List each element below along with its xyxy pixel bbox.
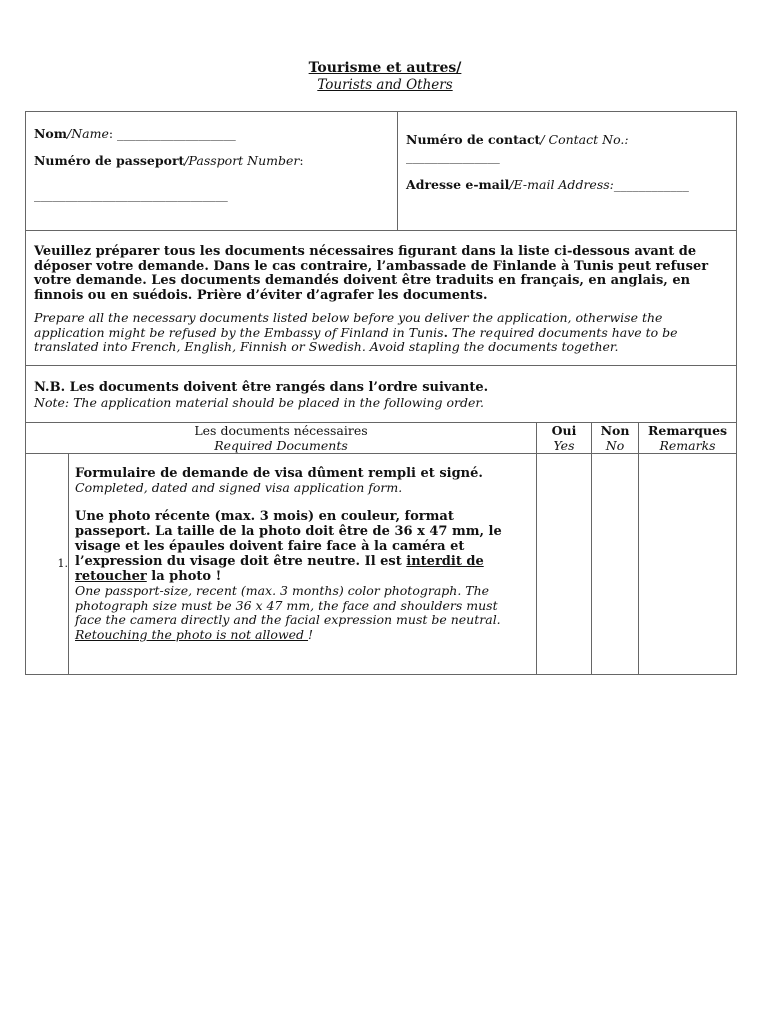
passport-field[interactable] xyxy=(34,153,389,168)
intro-en-part2: The required documents have to be translated into French, English, Finnish or Swedish. Avoid stapling the documents together. xyxy=(34,324,678,354)
identity-row xyxy=(26,112,737,231)
photo-fr-underlined: interdit de retoucher xyxy=(75,554,484,584)
passport-label-fr: Numéro de passeport xyxy=(34,153,185,168)
header-yes-fr: Oui xyxy=(551,422,577,438)
form-requirement-fr: Formulaire de demande de visa dûment rempli et signé. xyxy=(75,465,483,481)
row-document-cell xyxy=(69,453,537,674)
identity-left-cell xyxy=(26,112,398,231)
passport-label-en: /Passport Number xyxy=(184,153,300,168)
table-row xyxy=(26,453,737,674)
identity-right-cell xyxy=(398,112,737,231)
header-yes xyxy=(537,422,592,453)
contact-label-en: / Contact No.: xyxy=(540,132,629,147)
header-yes-en: Yes xyxy=(553,437,575,453)
photo-en-end: ! xyxy=(308,626,314,642)
photo-en-text: One passport-size, recent (max. 3 months) color photograph. The photograph size must be 36 x 47 mm, the face and shoulders must face the camera directly and the facial expression must be neutral. xyxy=(75,583,501,627)
passport-blank: _______________________________ xyxy=(34,187,228,202)
note-en: Note: The application material should be placed in the following order. xyxy=(34,394,484,410)
email-label-en: /E-mail Address: xyxy=(509,177,614,192)
photo-fr-part1: Une photo récente (max. 3 mois) en couleur, format passeport. La taille de la photo doit être de 36 x 47 mm, le visage et les épaules doivent faire face à la caméra et l’expression du visage doit être neutre. Il est xyxy=(75,509,502,569)
contact-field[interactable] xyxy=(406,132,728,147)
row-remarks-field[interactable] xyxy=(639,453,737,674)
intro-en xyxy=(34,311,728,355)
table-header-row xyxy=(26,422,737,453)
page-title xyxy=(0,60,770,94)
name-field[interactable] xyxy=(34,126,389,141)
header-docs xyxy=(26,422,537,453)
photo-requirement-en xyxy=(75,584,528,642)
note-row xyxy=(26,365,737,422)
intro-en-part1: Prepare all the necessary documents listed below before you deliver the application, otherwise the application might be refused by the Embassy of Finland in Tunis xyxy=(34,310,663,340)
name-label-en: /Name xyxy=(67,126,109,141)
row-number-cell xyxy=(26,453,69,674)
visa-checklist-table xyxy=(25,111,737,675)
contact-blank: _______________ xyxy=(406,149,500,164)
header-docs-fr: Les documents nécessaires xyxy=(194,422,368,438)
header-remarks-fr: Remarques xyxy=(647,422,728,438)
intro-cell xyxy=(26,231,737,366)
intro-row xyxy=(26,231,737,366)
name-label-fr: Nom xyxy=(34,126,67,141)
title-en: Tourists and Others xyxy=(317,77,453,93)
header-no-fr: Non xyxy=(600,422,630,438)
name-blank: : ___________________ xyxy=(108,126,236,141)
title-fr: Tourisme et autres/ xyxy=(308,60,462,76)
row-no-checkbox[interactable] xyxy=(592,453,639,674)
intro-en-dot: . xyxy=(443,324,448,340)
header-remarks-en: Remarks xyxy=(659,437,716,453)
intro-fr: Veuillez préparer tous les documents nécessaires figurant dans la liste ci-dessous avant de déposer votre demande. Dans le cas contraire, l’ambassade de Finlande à Tunis peut refuser votre demande. Les documents demandés doivent être traduits en français, en anglais, en finnois ou en suédois. Prière d’éviter d’agrafer les documents. xyxy=(34,244,709,303)
photo-en-underlined: Retouching the photo is not allowed xyxy=(75,626,309,642)
form-requirement-en: Completed, dated and signed visa application form. xyxy=(75,479,403,495)
email-blank: ____________ xyxy=(613,177,689,192)
email-field[interactable] xyxy=(406,177,728,192)
photo-fr-part2: la photo ! xyxy=(146,569,222,584)
note-fr: N.B. Les documents doivent être rangés dans l’ordre suivante. xyxy=(34,379,489,395)
contact-label-fr: Numéro de contact xyxy=(406,132,541,147)
photo-requirement-fr xyxy=(75,509,528,584)
note-cell xyxy=(26,365,737,422)
header-docs-en: Required Documents xyxy=(214,437,348,453)
row-number: 1. xyxy=(57,556,68,570)
row-yes-checkbox[interactable] xyxy=(537,453,592,674)
header-no xyxy=(592,422,639,453)
email-label-fr: Adresse e-mail xyxy=(406,177,510,192)
passport-colon: : xyxy=(299,153,304,168)
header-remarks xyxy=(639,422,737,453)
header-no-en: No xyxy=(605,437,625,453)
